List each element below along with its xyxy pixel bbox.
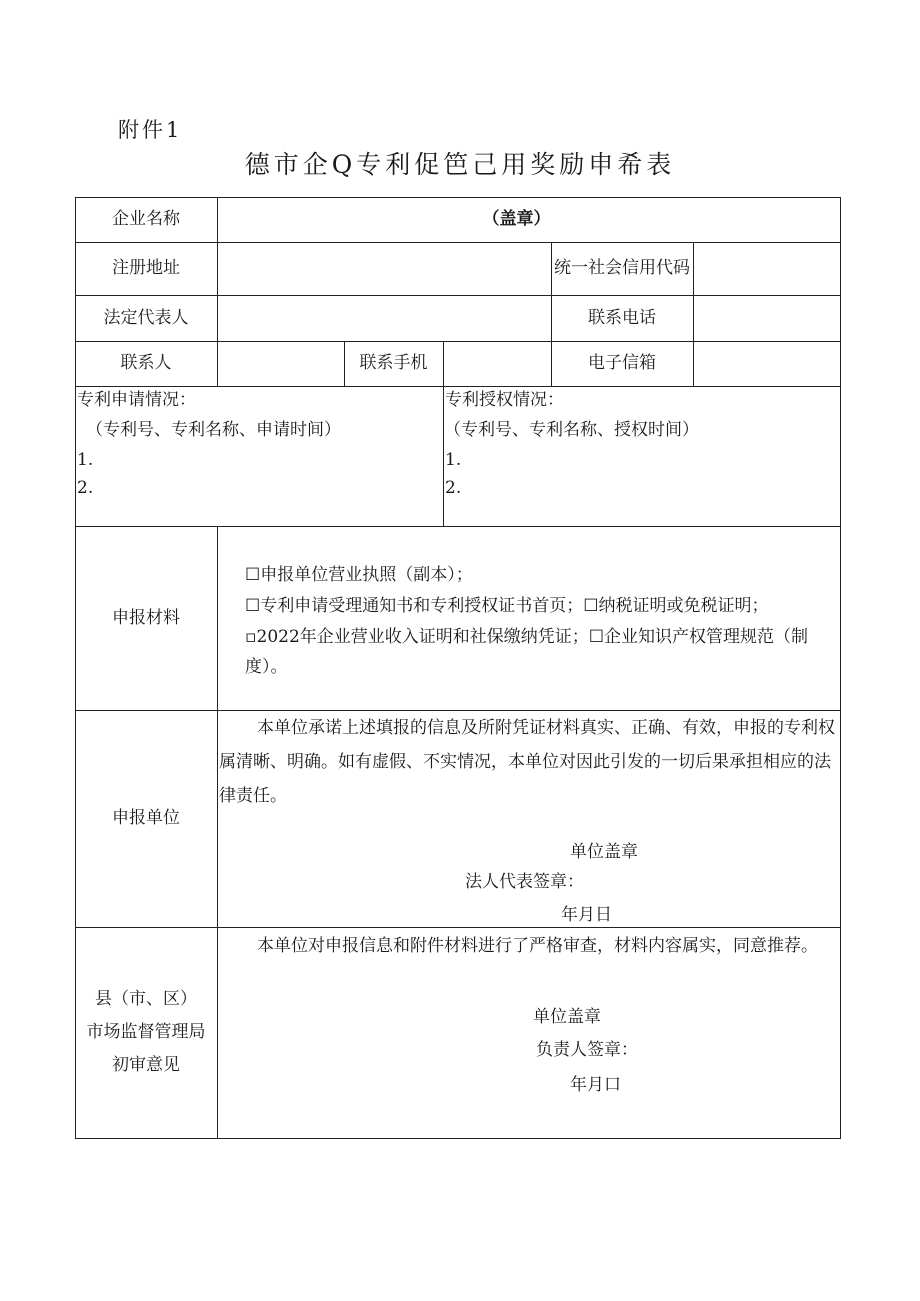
seal-note: （盖章） <box>482 209 551 229</box>
review-label <box>75 927 217 1138</box>
review-signature: 负责人签章： <box>536 1040 638 1060</box>
registered-address-field[interactable] <box>217 242 551 295</box>
credit-code-field[interactable] <box>693 242 840 295</box>
table-border <box>217 526 218 1138</box>
review-label-line: 初审意见 <box>112 1055 180 1075</box>
applicant-label: 申报单位 <box>112 808 180 828</box>
material-item: ☐申报单位营业执照（副本）； <box>245 565 473 585</box>
review-date: 年月口 <box>570 1075 621 1095</box>
mobile-label: 联系手机 <box>359 353 428 373</box>
patent-application-item: 2. <box>77 478 94 498</box>
applicant-date: 年月日 <box>561 905 612 925</box>
patent-application-heading: 专利申请情况： <box>77 390 196 410</box>
review-label-line: 市场监督管理局 <box>86 1022 206 1042</box>
patent-grant-item: 1. <box>445 450 462 470</box>
patent-application-item: 1. <box>77 450 94 470</box>
credit-code-label: 统一社会信用代码 <box>554 258 690 278</box>
mobile-field[interactable] <box>443 341 551 386</box>
material-item: ☐专利申请受理通知书和专利授权证书首页；☐纳税证明或免税证明； <box>245 596 769 616</box>
legal-representative-label: 法定代表人 <box>103 307 189 328</box>
contact-phone-label: 联系电话 <box>588 307 656 328</box>
patent-grant-item: 2. <box>445 478 462 498</box>
review-seal: 单位盖章 <box>533 1007 601 1027</box>
applicant-signature: 法人代表签章： <box>465 872 584 892</box>
company-name-field[interactable] <box>217 197 840 242</box>
patent-grant-hint: （专利号、专利名称、授权时间） <box>444 420 699 440</box>
form-title: 德市企Q专利促笆己用奖励申希表 <box>244 150 676 179</box>
contact-person-label: 联系人 <box>120 353 172 373</box>
legal-representative-field[interactable] <box>217 295 551 341</box>
contact-person-field[interactable] <box>217 341 344 386</box>
material-item: 度）。 <box>245 657 288 677</box>
applicant-seal: 单位盖章 <box>570 842 638 862</box>
review-label-line: 县（市、区） <box>95 989 197 1009</box>
email-label: 电子信箱 <box>588 353 656 373</box>
material-item: ▫2022年企业营业收入证明和社保缴纳凭证；☐企业知识产权管理规范（制 <box>245 627 809 647</box>
review-statement: 本单位对申报信息和附件材料进行了严格审查，材料内容属实，同意推荐。 <box>257 936 818 956</box>
company-name-label: 企业名称 <box>112 209 180 229</box>
email-field[interactable] <box>693 341 840 386</box>
materials-label: 申报材料 <box>112 607 180 628</box>
table-border <box>840 197 841 1138</box>
registered-address-label: 注册地址 <box>112 258 180 278</box>
attachment-label: 附件1 <box>118 118 183 142</box>
contact-phone-field[interactable] <box>693 295 840 341</box>
applicant-pledge: 本单位承诺上述填报的信息及所附凭证材料真实、正确、有效，申报的专利权属清晰、明确。如有虚假、不实情况，本单位对因此引发的一切后果承担相应的法律责任。 <box>219 718 835 806</box>
table-border <box>75 1138 841 1139</box>
patent-grant-heading: 专利授权情况： <box>445 390 564 410</box>
patent-application-hint: （专利号、专利名称、申请时间） <box>86 420 341 440</box>
